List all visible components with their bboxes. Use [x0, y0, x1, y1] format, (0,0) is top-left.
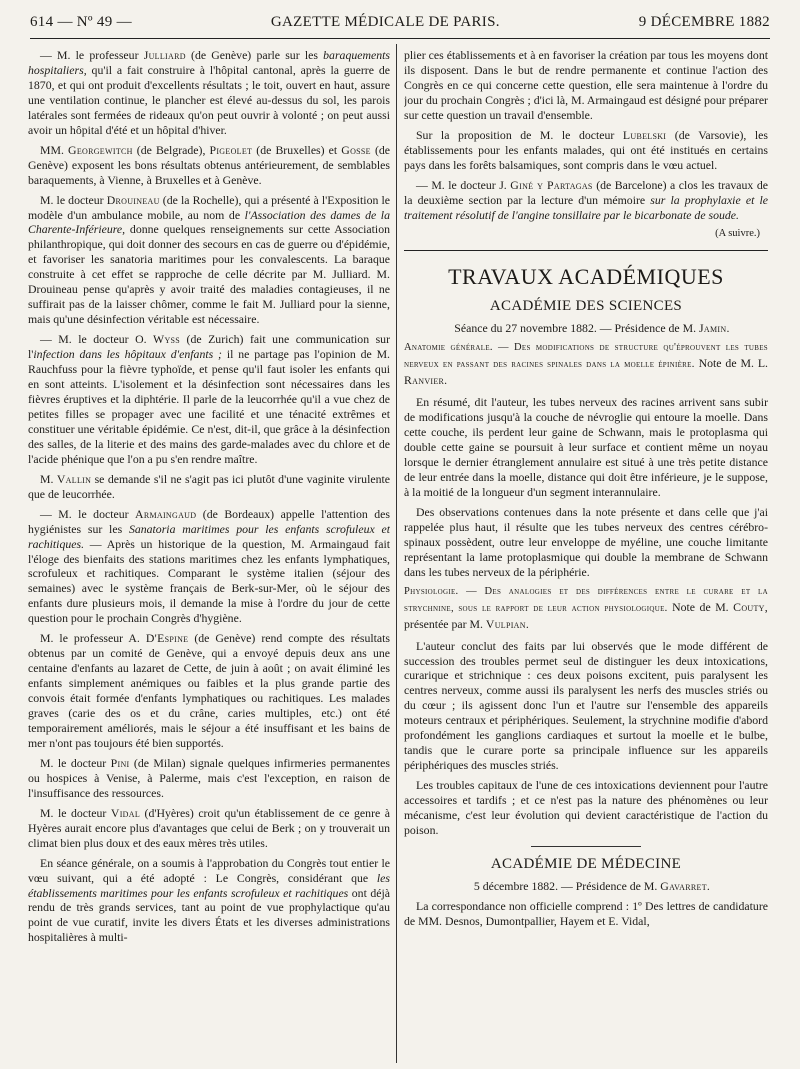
- author-name: Georgewitch: [68, 142, 133, 157]
- president-name: Gavarret.: [660, 878, 711, 893]
- author-name: Vulpian.: [485, 616, 530, 631]
- section-rule: [404, 250, 768, 251]
- author-name: Vidal: [110, 805, 140, 820]
- paragraph-couty-1: L'auteur conclut des faits par lui observés que le mode différent de succession des troubles permet seul de distinguer les deux intoxications, curarique et strichnique : ces deux poisons excitent, puis paralysent les centres nerveux, comme aussi ils paralysent les nerfs des muscles striés ou du cœur ; ils agissent donc l'un et l'autre sur l'ensemble des appareils moteurs centraux et périphériques. Seulement, la strychnine modifie d'abord profondément les ganglions cardiaques et surtout la moelle et le bulbe, tandis que le curare porte sa principale influence sur les appareils périphériques des muscles striés.: [404, 638, 768, 773]
- column-divider: [396, 44, 397, 1063]
- author-name: Couty,: [733, 599, 768, 614]
- paragraph-wyss: — M. le docteur O. Wyss (de Zurich) fait une communication sur l'infection dans les hôpitaux d'enfants ; il ne partage pas l'opinion de M. Rauchfuss pour la fièvre typhoïde, et pense qu'il faut isoler les enfants qui en sont atteints. L'isolement et la désinfection sont nécessaires dans les fièvres éruptives et la diphtérie. Il parle de la leucorrhée qu'il a vue chez de petites filles se propager avec une facilité et une ténacité extrêmes et constituer une véritable épidémie. Ce n'est, dit-il, que grâce à la désinfection des salles, de la literie et des mains des garde-malades avec du chlore et de l'acide phénique que l'on a pu s'en rendre maître.: [28, 332, 390, 466]
- note-category: Physiologie.: [404, 585, 459, 597]
- paragraph-couty-2: Les troubles capitaux de l'une de ces intoxications deviennent pour l'autre accessoires et tardifs ; et ce n'est pas la nature des phénomènes ou leur mécanisme, c'est leur évolution qui devient caractéristique de l'action du poison.: [404, 778, 768, 837]
- paragraph-pini: M. le docteur Pini (de Milan) signale quelques infirmeries permanentes ou hospices à Venise, à Palerme, mais c'est l'exception, en raison de l'insuffisance des ressources.: [28, 755, 390, 800]
- header-rule: [30, 38, 770, 39]
- paragraph-seance-generale: En séance générale, on a soumis à l'approbation du Congrès tout entier le vœu suivant, qui a été adopté : Le Congrès, considérant que les établissements maritimes pour les enfants scrofuleux et rachitiques ont déjà rendu de très grands services, tant au point de vue prophylactique qu'au point de vue curatif, invite les divers États et les diverses administrations hospitalières à multi-: [28, 855, 390, 945]
- academy-heading-sciences: ACADÉMIE DES SCIENCES: [489, 298, 683, 315]
- journal-title: GAZETTE MÉDICALE DE PARIS.: [270, 14, 500, 30]
- paragraph-armaingaud: — M. le docteur Armaingaud (de Bordeaux) appelle l'attention des hygiénistes sur les Sanatoria maritimes pour les enfants scrofuleux et rachitiques. — Après un historique de la question, M. Armaingaud fait l'éloge des bienfaits des stations maritimes chez les enfants lymphatiques, scrofuleux et rachitiques. Comparant le système italien (séjour des semaines) avec le système français de Berk-sur-Mer, où le séjour des enfants dure plusieurs mois, il demande la mise à l'ordre du jour de cette question pour le prochain Congrès d'hygiène.: [28, 506, 390, 626]
- seance-line-medecine: 5 décembre 1882. — Présidence de M. Gavarret.: [473, 878, 711, 893]
- right-column: [404, 48, 768, 1063]
- paragraph-vidal: M. le docteur Vidal (d'Hyères) croit qu'un établissement de ce genre à Hyères aurait encore plus d'avantages que celui de Berk ; on y trouverait un climat bien plus doux et des eaux mères très utiles.: [28, 805, 390, 850]
- paragraph-lubelski: Sur la proposition de M. le docteur Lubelski (de Varsovie), les établissements pour les enfants malades, qui ont été institués en certains pays dans les forêts balsamiques, sont compris dans le vœu actuel.: [404, 127, 768, 172]
- paragraph-julliard: — M. le professeur Julliard (de Genève) parle sur les baraquements hospitaliers, qu'il a fait construire à l'hôpital cantonal, après la guerre de 1870, et qui ont produit d'excellents résultats ; le toit, ouvert en haut, assure une ventilation continue, le plancher est élevé au-dessus du sol, les parois latérales sont fermées de rideaux qu'on peut ouvrir à volonté ; on peut aussi avoir un hôpital d'été et un hôpital d'hiver.: [28, 48, 390, 137]
- author-name: Wyss: [153, 332, 181, 347]
- author-name: Armaingaud: [135, 506, 197, 521]
- author-name: Drouineau: [106, 192, 160, 207]
- paragraph-ranvier-2: Des observations contenues dans la note présente et dans celle que j'ai rappelée plus haut, il résulte que les tubes nerveux des centres cérébro-spinaux possèdent, outre leur enveloppe de myéline, une couche limitante représentant la lame protoplasmique qui double la membrane de Schwann dans les tubes nerveux de la périphérie.: [404, 504, 768, 579]
- author-name: Gosse: [341, 142, 371, 157]
- author-name: Vallin: [56, 471, 92, 486]
- paragraph-vallin: M. Vallin se demande s'il ne s'agit pas ici plutôt d'une vaginite virulente que de leucorrhée.: [28, 471, 390, 501]
- paragraph-correspondance: La correspondance non officielle comprend : 1º Des lettres de candidature de MM. Desnos, Dumontpallier, Hayem et E. Vidal,: [404, 898, 768, 928]
- author-name: Julliard: [143, 48, 186, 62]
- issue-date: 9 DÉCEMBRE 1882: [638, 14, 770, 30]
- note-physiologie: Physiologie. — Des analogies et des différences entre le curare et la strychnine, sous le rapport de leur action physiologique. Note de M. Couty, présentée par M. Vulpian.: [404, 585, 768, 631]
- paragraph-ranvier-1: En résumé, dit l'auteur, les tubes nerveux des racines arrivent sans subir de modifications jusqu'à la couche de névroglie qui entoure la moelle. Dans cette couche, ils perdent leur gaine de Schwann, mais le protoplasma qui double cette gaine se poursuit à leur surface et contient même un noyau lorsque le dernier étranglement annulaire est situé à une très petite distance de leur entrée dans la moelle, distance qui doit être inférieure, je le suppose, à la moitié de la longueur d'un segment interannulaire.: [404, 395, 768, 499]
- short-rule: [531, 846, 641, 847]
- page-header: [30, 14, 770, 36]
- author-name: Pigeolet: [209, 142, 253, 157]
- paragraph-continuation: plier ces établissements et à en favoriser la création par tous les moyens dont ils disposent. Dans le but de rendre permanente et continue l'action des Congrès en ce qui concerne cette question, elle sera maintenue à l'ordre du jour du prochain Congrès ; d'ici là, M. Armaingaud est désigné pour préparer sur cette question un travail d'ensemble.: [404, 48, 768, 122]
- author-name: Giné y Partagas: [510, 177, 593, 192]
- paragraph-georgewitch: MM. Georgewitch (de Belgrade), Pigeolet (de Bruxelles) et Gosse (de Genève) exposent les bons résultats obtenus antérieurement, de semblables baraquements, à Vienne, à Bruxelles et à Genève.: [28, 142, 390, 187]
- author-name: Ranvier.: [404, 373, 448, 388]
- academy-heading-medecine: ACADÉMIE DE MÉDECINE: [490, 855, 682, 872]
- paragraph-despine: M. le professeur A. D'Espine (de Genève) rend compte des résultats obtenus par un comité de Genève, qui a envoyé depuis deux ans une centaine d'enfants au lazaret de Cette, de juin à août ; on avait éliminé les enfants simplement anémiques ou faibles et la plus grande partie des convois était formée d'enfants lymphatiques ou rachitiques. Les malades graves (carie des os et du crâne, caries multiples, etc.) ont été temporairement améliorés, mais le séjour a été insuffisant et les bains de mer n'ont pas toujours été bien supportés.: [28, 631, 390, 750]
- to-be-continued: (A suivre.): [715, 228, 760, 240]
- author-name: Lubelski: [622, 127, 667, 142]
- note-category: Anatomie générale.: [404, 342, 493, 354]
- note-anatomie: Anatomie générale. — Des modifications de structure qu'éprouvent les tubes nerveux en passant des racines spinales dans la moelle épinière. Note de M. L. Ranvier.: [404, 342, 768, 388]
- author-name: D'Espine: [145, 631, 189, 646]
- left-column: [28, 48, 390, 1063]
- paragraph-gine: — M. le docteur J. Giné y Partagas (de Barcelone) a clos les travaux de la deuxième section par la lecture d'un mémoire sur la prophylaxie et le traitement résolutif de l'angine tonsillaire par le bicarbonate de soude.: [404, 177, 768, 222]
- section-title: TRAVAUX ACADÉMIQUES: [448, 264, 724, 290]
- seance-line-sciences: Séance du 27 novembre 1882. — Présidence de M. Jamin.: [454, 321, 730, 336]
- paragraph-drouineau: M. le docteur Drouineau (de la Rochelle), qui a présenté à l'Exposition le modèle d'un ambulance mobile, au nom de l'Association des dames de la Charente-Inférieure, donne quelques renseignements sur cette Association philanthropique, qui doit donner des secours en cas de guerre ou d'épidémie, et favoriser les sanatoria maritimes pour les convalescents. La baraque construite à cet effet se rapproche de celle décrite par M. Julliard. M. Drouineau pense qu'après y avoir traité des maladies contagieuses, il ne suffirait pas de la laisser chômer, comme le fait M. Julliard pour la sienne, mais qu'une désinfection véritable est nécessaire.: [28, 192, 390, 327]
- page-number: 614 — Nº 49 —: [30, 14, 132, 30]
- president-name: Jamin.: [699, 321, 730, 336]
- author-name: Pini: [110, 755, 130, 770]
